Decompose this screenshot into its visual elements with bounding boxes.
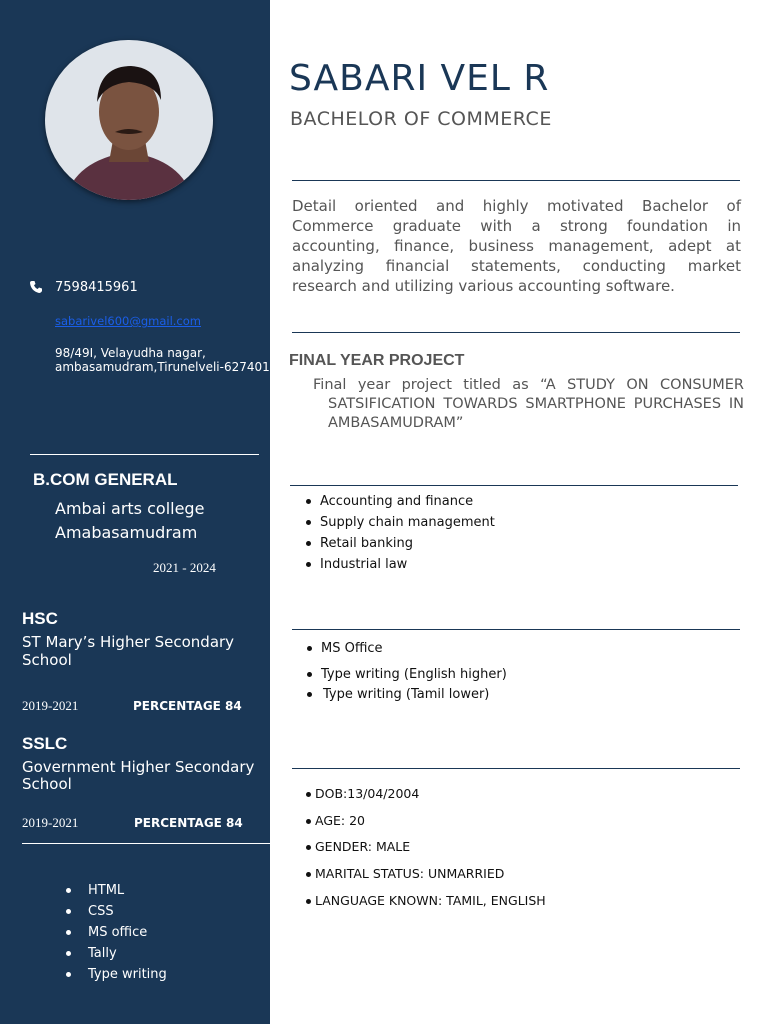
section-divider — [292, 629, 740, 630]
section-divider — [292, 180, 740, 181]
bullet-icon — [66, 972, 71, 977]
project-description: Final year project titled as “A STUDY ON CONSUMER SATSIFICATION TOWARDS SMARTPHONE PURCHASES IN AMBASAMUDRAM” — [313, 377, 744, 431]
section-divider — [292, 332, 740, 333]
hsc-title: HSC — [22, 609, 58, 628]
bcom-college — [55, 497, 204, 545]
bullet-icon — [306, 541, 311, 546]
degree-title: BACHELOR OF COMMERCE — [290, 108, 552, 130]
list-item: AGE: 20 — [306, 808, 546, 835]
list-item: LANGUAGE KNOWN: TAMIL, ENGLISH — [306, 888, 546, 915]
sidebar-divider — [22, 843, 270, 844]
section-divider — [292, 768, 740, 769]
address — [55, 346, 270, 374]
bullet-icon — [307, 692, 312, 697]
bullet-icon — [306, 562, 311, 567]
address-line-1: 98/49I, Velayudha nagar, — [55, 346, 206, 360]
profile-photo — [45, 40, 213, 200]
interests-list — [306, 491, 495, 575]
project-heading: FINAL YEAR PROJECT — [289, 352, 465, 369]
bullet-icon — [306, 872, 311, 877]
list-item: GENDER: MALE — [306, 834, 546, 861]
address-line-2: ambasamudram,Tirunelveli-627401 — [55, 360, 270, 374]
section-divider — [290, 485, 738, 486]
sslc-percentage: PERCENTAGE 84 — [134, 816, 243, 830]
bullet-icon — [66, 888, 71, 893]
bullet-icon — [306, 819, 311, 824]
bullet-icon — [306, 845, 311, 850]
sslc-years: 2019-2021 — [22, 815, 79, 830]
bullet-icon — [66, 909, 71, 914]
list-item: Tally — [66, 943, 167, 964]
bullet-icon — [306, 499, 311, 504]
sidebar-divider — [30, 454, 259, 455]
list-item: Type writing (English higher) — [307, 667, 507, 687]
list-item: MS Office — [307, 641, 507, 667]
bcom-college-line-2: Amabasamudram — [55, 523, 198, 542]
sslc-title: SSLC — [22, 734, 68, 753]
personal-details-list — [306, 781, 546, 915]
phone-number[interactable]: 7598415961 — [55, 280, 138, 295]
bullet-icon — [307, 646, 312, 651]
list-item: Industrial law — [306, 554, 495, 575]
tech-skills-list — [66, 880, 167, 985]
bullet-icon — [307, 672, 312, 677]
list-item: DOB:13/04/2004 — [306, 781, 546, 808]
list-item: HTML — [66, 880, 167, 901]
bullet-icon — [66, 951, 71, 956]
list-item: Accounting and finance — [306, 491, 495, 512]
list-item: Retail banking — [306, 533, 495, 554]
bcom-college-line-1: Ambai arts college — [55, 499, 205, 518]
bullet-icon — [66, 930, 71, 935]
bullet-icon — [306, 899, 311, 904]
hsc-school: ST Mary’s Higher Secondary School — [22, 633, 235, 669]
profile-summary: Detail oriented and highly motivated Bachelor of Commerce graduate with a strong foundation in accounting, finance, business management, adept at analyzing financial statements, conducting market research and utilizing various accounting software. — [292, 197, 741, 295]
bullet-icon — [306, 520, 311, 525]
list-item: MS office — [66, 922, 167, 943]
candidate-name: SABARI VEL R — [289, 58, 550, 99]
bcom-years: 2021 - 2024 — [153, 560, 216, 575]
hsc-years: 2019-2021 — [22, 698, 79, 713]
list-item: Type writing (Tamil lower) — [307, 687, 507, 707]
email-link[interactable]: sabarivel600@gmail.com — [55, 314, 201, 328]
sslc-school: Government Higher Secondary School — [22, 758, 255, 793]
list-item: Supply chain management — [306, 512, 495, 533]
list-item: Type writing — [66, 964, 167, 985]
bcom-title: B.COM GENERAL — [33, 470, 178, 489]
list-item: CSS — [66, 901, 167, 922]
hsc-percentage: PERCENTAGE 84 — [133, 699, 242, 713]
phone-icon — [29, 279, 43, 293]
list-item: MARITAL STATUS: UNMARRIED — [306, 861, 546, 888]
bullet-icon — [306, 792, 311, 797]
skills-list — [307, 641, 507, 707]
